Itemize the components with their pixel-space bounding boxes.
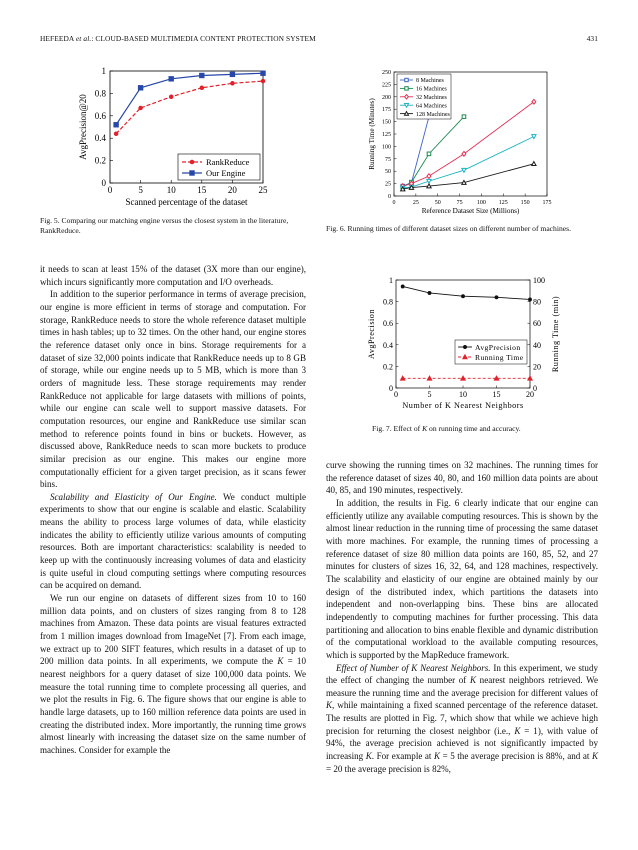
x-tick-label: 75 <box>456 200 463 206</box>
y-tick-label: 0.6 <box>94 110 106 121</box>
data-point <box>401 376 405 380</box>
series-line <box>403 136 534 188</box>
figure-6-chart <box>360 60 560 218</box>
data-point <box>114 123 118 127</box>
legend-label: 128 Machines <box>416 111 450 118</box>
x-tick-label: 100 <box>476 200 486 206</box>
y2-tick-label: 100 <box>533 276 545 285</box>
y-tick-label: 225 <box>382 82 391 89</box>
y-tick-label: 1 <box>101 66 106 76</box>
y-tick-label: 100 <box>382 144 391 151</box>
y-tick-label: 0 <box>388 194 391 200</box>
text-run: = 5 the average precision is 88%, and at <box>440 751 592 762</box>
y2-tick-label: 60 <box>533 319 541 329</box>
x-tick-label: 150 <box>520 200 530 206</box>
x-axis-label: Number of K Nearest Neighbors <box>402 401 524 410</box>
text-run: it needs to scan at least 15% of the dataset (3X more than our engine), which incurs significantly more computation and I/O overheads. <box>40 264 306 287</box>
text-run: Effect of Number of <box>336 662 412 673</box>
x-tick-label: 15 <box>492 390 501 399</box>
text-run: Scalability and Elasticity of Our Engine. <box>50 491 217 502</box>
header-etal: et al. <box>75 34 92 43</box>
data-point <box>462 115 466 119</box>
series-line <box>403 286 530 299</box>
figure-7-caption-pre: Fig. 7. Effect of <box>372 424 423 433</box>
legend-label: RankReduce <box>206 157 250 167</box>
legend-marker <box>405 78 408 81</box>
y-tick-label: 0.2 <box>383 362 393 372</box>
x-tick-label: 0 <box>394 390 398 399</box>
y-axis-label: Running Time (Minutes) <box>368 98 376 170</box>
text-run: In this experiment, we study the effect of changing the number of <box>326 662 598 686</box>
data-point <box>529 298 532 301</box>
x-tick-label: 10 <box>166 185 176 195</box>
legend-marker <box>190 160 194 164</box>
y-tick-label: 0.4 <box>94 133 106 144</box>
figure-7-caption-var: K <box>422 424 428 433</box>
paragraph-q3 <box>326 662 598 776</box>
x-tick-label: 175 <box>542 200 552 206</box>
data-point <box>114 132 118 136</box>
text-run: K <box>411 662 418 673</box>
series-our-engine <box>114 71 265 127</box>
y-tick-label: 25 <box>385 181 391 188</box>
data-point <box>138 86 142 90</box>
data-point <box>427 179 431 183</box>
series-line <box>116 73 263 125</box>
series-line <box>403 117 464 187</box>
figure-7-caption-post: on running time and accuracy. <box>427 424 521 433</box>
x-tick-label: 10 <box>459 390 467 399</box>
paragraph-q2 <box>326 497 598 662</box>
x-tick-label: 5 <box>427 390 432 399</box>
data-point <box>532 135 536 139</box>
legend-label: 8 Machines <box>416 78 444 85</box>
data-point <box>200 73 204 77</box>
data-point <box>261 71 265 75</box>
data-point <box>230 72 234 76</box>
y2-axis-label: Running Time (min) <box>551 295 560 373</box>
y-axis-label: AvgPrecision <box>367 309 376 359</box>
data-point <box>528 376 532 380</box>
figure-5-chart <box>70 62 295 212</box>
running-header <box>40 34 316 43</box>
text-run: = 1), with value of 94%, the average precision achieved is not significantly impacted by increasing <box>326 725 599 762</box>
x-tick-label: 15 <box>197 185 207 195</box>
data-point <box>532 162 536 166</box>
legend <box>455 340 527 364</box>
paragraph-p2 <box>40 288 306 491</box>
header-title: : CLOUD-BASED MULTIMEDIA CONTENT PROTECTION SYSTEM <box>91 34 316 43</box>
figure-5-caption: Fig. 5. Comparing our matching engine versus the closest system in the literature, RankReduce. <box>40 216 289 235</box>
series-avgprecision <box>401 285 531 301</box>
x-tick-label: 25 <box>412 200 419 206</box>
data-point <box>427 174 431 179</box>
left-column-text <box>40 263 306 757</box>
legend-label: Running Time <box>475 353 524 362</box>
text-run: K <box>591 751 598 762</box>
y-axis-label: AvgPrecision@20 <box>78 94 88 160</box>
series-running-time <box>401 376 533 380</box>
data-point <box>139 106 143 110</box>
y2-tick-label: 80 <box>533 297 541 307</box>
data-point <box>427 184 431 188</box>
y-tick-label: 50 <box>385 169 391 176</box>
data-point <box>462 152 466 157</box>
x-axis-label: Reference Dataset Size (Millions) <box>421 207 520 215</box>
data-point <box>427 152 431 156</box>
text-run: Nearest Neighbors. <box>417 662 491 673</box>
y-tick-label: 0.4 <box>383 340 393 350</box>
series-rankreduce <box>114 79 264 135</box>
figure-7-caption <box>372 424 602 434</box>
data-point <box>495 296 498 299</box>
page-number: 431 <box>586 34 598 43</box>
data-point <box>231 82 235 86</box>
y-tick-label: 75 <box>385 156 391 163</box>
figure-6-caption: Fig. 6. Running times of different dataset sizes on different number of machines. <box>326 224 571 233</box>
x-tick-label: 125 <box>498 200 508 206</box>
text-run: K <box>514 725 521 736</box>
series-line <box>403 164 534 189</box>
y-tick-label: 0.8 <box>383 297 393 307</box>
text-run: We run our engine on datasets of different sizes from 10 to 160 million data points, and on clusters of sizes ranging from 8 to 128 machines from Amazon. These data points are visual features extracted from 1 million images download from ImageNet [7]. From each image, we extract up to 200 SIFT features, which results in a dataset of up to 200 million data points. In all experiments, we compute the <box>40 593 306 667</box>
data-point <box>200 86 204 90</box>
x-tick-label: 25 <box>258 185 268 195</box>
data-point <box>169 77 173 81</box>
header-authors: HEFEEDA <box>40 34 74 43</box>
text-run: = 10 nearest neighbors for a query dataset of size 100,000 data points. We measure the total running time to complete processing all queries, and we plot the results in Fig. 6. The figure shows that our engine is able to handle large datasets, up to 160 million reference data points are used in creating the distributed index. More importantly, the running time grows almost linearly with increasing the dataset size on the same number of machines. Consider for example the <box>40 656 306 755</box>
legend-label: 32 Machines <box>416 95 447 101</box>
legend <box>397 74 451 119</box>
legend-label: AvgPrecision <box>475 343 521 352</box>
legend-marker <box>190 171 194 175</box>
y2-tick-label: 40 <box>533 340 541 350</box>
legend-label: Our Engine <box>206 168 246 178</box>
series-16-machines <box>401 115 466 189</box>
text-run: K <box>326 700 333 711</box>
text-run: K <box>469 675 477 686</box>
text-run: K <box>277 656 284 667</box>
x-axis-label: Scanned percentage of the dataset <box>125 197 248 207</box>
data-point <box>532 99 536 104</box>
y-tick-label: 1 <box>389 276 393 285</box>
data-point <box>461 376 465 380</box>
legend-label: 16 Machines <box>416 86 447 93</box>
legend-marker <box>464 346 467 349</box>
right-column-text <box>326 459 598 775</box>
y-tick-label: 0.8 <box>94 88 106 99</box>
text-run: = 20 the average precision is 82%, <box>326 763 451 774</box>
data-point <box>462 168 466 172</box>
y-tick-label: 125 <box>382 132 391 138</box>
legend-label: 64 Machines <box>416 103 447 110</box>
x-tick-label: 20 <box>526 390 534 399</box>
x-tick-label: 0 <box>107 185 113 195</box>
data-point <box>427 376 431 380</box>
data-point <box>261 79 265 83</box>
data-point <box>428 292 431 295</box>
x-tick-label: 50 <box>434 200 441 206</box>
paragraph-q1 <box>326 459 598 497</box>
x-tick-label: 0 <box>392 200 396 206</box>
data-point <box>462 180 466 184</box>
x-tick-label: 5 <box>138 185 143 195</box>
text-run: In addition, the results in Fig. 6 clearly indicate that our engine can efficiently utilize any available computing resources. This is shown by the almost linear reduction in the running time of processing the same dataset with more machines. For example, the running times of processing a reference dataset of size 80 million data points are 160, 85, 52, and 27 minutes for clusters of sizes 16, 32, 64, and 128 machines, respectively. The scalability and elasticity of our engine are obtained mainly by our design of the distributed index, which partitions the datasets into independent and non-overlapping bins. These bins are allocated independently to computing machines for further processing. This data partitioning and allocation to bins enable flexible and dynamic distribution of the computational workload to the available computing resources, which is supported by the MapReduce framework. <box>326 497 598 660</box>
paragraph-p3 <box>40 491 306 592</box>
paragraph-p1 <box>40 263 306 288</box>
data-point <box>401 285 404 288</box>
data-point <box>494 376 498 380</box>
text-run: K <box>433 751 441 762</box>
text-run: . For example at <box>371 751 434 762</box>
text-run: , while maintaining a fixed scanned percentage of the reference dataset. The results are plotted in Fig. 7, which show that while we achieve high precision for returning the closest neighbor (i.e., <box>326 700 598 736</box>
text-run: K <box>365 751 372 762</box>
y-tick-label: 0.6 <box>383 319 393 329</box>
legend-marker <box>405 87 408 90</box>
y2-tick-label: 0 <box>533 384 537 393</box>
text-run: curve showing the running times on 32 machines. The running times for the reference dataset of sizes 40, 80, and 160 million data points are about 40, 85, and 190 minutes, respectively. <box>326 460 598 496</box>
text-run: We conduct multiple experiments to show that our engine is scalable and elastic. Scalability means the ability to process large volumes of data, while elasticity indicates the ability to efficiently utilize various amounts of computing resources. Both are important characteristics: scalability is needed to keep up with the continuously increasing volumes of data and elasticity is quite useful in cloud computing settings where computing resources can be acquired on demand. <box>40 491 306 591</box>
text-run: nearest neighbors retrieved. We measure the running time and the average precision for different values of <box>326 675 598 698</box>
figure-7-chart <box>362 272 562 418</box>
paragraph-p4 <box>40 592 306 757</box>
legend <box>178 154 260 180</box>
y-tick-label: 200 <box>382 94 391 101</box>
data-point <box>462 295 465 298</box>
y-tick-label: 0 <box>101 178 106 188</box>
y2-tick-label: 20 <box>533 362 541 372</box>
text-run: In addition to the superior performance in terms of average precision, our engine is more efficient in terms of storage and computation. For storage, RankReduce needs to store the whole reference dataset multiple times in hash tables; up to 32 times. On the other hand, our engine stores the reference dataset only once in bins. Storage requirements for a dataset of size 32,000 points indicate that RankReduce needs up to 8 GB of storage, while our engine needs up to 5 MB, which is more than 3 orders of magnitude less. These storage requirements may render RankReduce not applicable for large datasets with millions of points, while our engine can scale well to support massive datasets. For computation resources, our engine and RankReduce use similar scan method to reference points found in bins or buckets. However, as discussed above, RankReduce needs to scan more buckets to produce similar precision as our engine. This makes our engine more computationally efficient for a given target precision, as it scans fewer bins. <box>40 289 306 490</box>
x-tick-label: 20 <box>227 185 237 195</box>
y-tick-label: 175 <box>382 107 391 114</box>
y-tick-label: 0.2 <box>94 155 106 166</box>
y-tick-label: 0 <box>389 384 393 393</box>
series-128-machines <box>401 162 536 191</box>
data-point <box>169 95 173 99</box>
y-tick-label: 250 <box>382 70 391 76</box>
y-tick-label: 150 <box>382 119 391 126</box>
